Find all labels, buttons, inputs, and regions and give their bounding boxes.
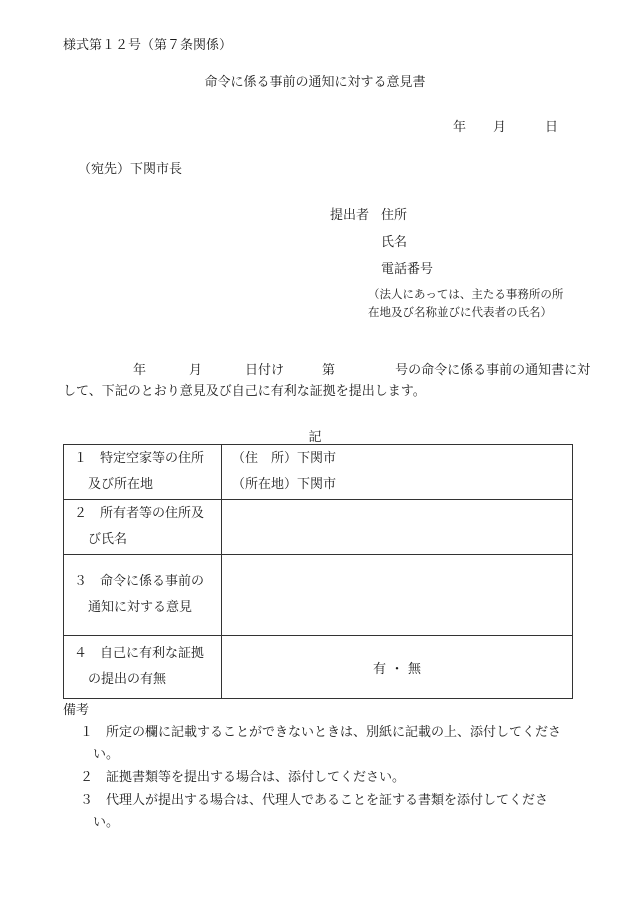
row1-value-line2: （所在地）下関市 (232, 477, 337, 492)
table-row (64, 636, 573, 699)
addressee: （宛先）下関市長 (78, 162, 183, 177)
date-year-label: 年 (453, 120, 467, 135)
document-title: 命令に係る事前の通知に対する意見書 (204, 75, 426, 90)
row1-label-line1: １ 特定空家等の住所 (74, 451, 205, 466)
date-line (453, 120, 558, 136)
table-value-cell[interactable] (222, 445, 573, 500)
remark-text: 所定の欄に記載することができないときは、別紙に記載の上、添付してください。 (93, 725, 562, 762)
date-day-label: 日 (545, 120, 559, 135)
table-label-cell (64, 500, 222, 555)
row3-label-line1: ３ 命令に係る事前の (74, 574, 205, 589)
choice-yes[interactable]: 有 (372, 661, 386, 677)
choice-separator: ・ (390, 661, 404, 677)
remark-item (63, 722, 573, 766)
remark-item (63, 767, 573, 789)
form-number: 様式第１２号（第７条関係） (63, 38, 233, 53)
body-line1-tail: 号の命令に係る事前の通知書に対 (395, 363, 591, 378)
row1-label-line2: 及び所在地 (88, 477, 154, 492)
body-dated: 日付け (245, 363, 285, 378)
choice-no[interactable]: 無 (408, 661, 422, 677)
table-row (64, 500, 573, 555)
body-month: 月 (189, 363, 203, 378)
remark-text: 代理人が提出する場合は、代理人であることを証する書類を添付してください。 (93, 793, 549, 830)
row3-label-line2: 通知に対する意見 (88, 600, 193, 615)
table-value-cell[interactable] (222, 500, 573, 555)
body-text-line2: して、下記のとおり意見及び自己に有利な証拠を提出します。 (63, 384, 426, 399)
remark-number: １ (80, 725, 94, 740)
table-row (64, 445, 573, 500)
submitter-name-label: 氏名 (381, 235, 408, 250)
table-label-cell (64, 636, 222, 699)
evidence-choice-cell[interactable] (222, 636, 573, 699)
table-label-cell (64, 445, 222, 500)
remark-item (63, 790, 573, 834)
remarks-heading: 備考 (63, 703, 90, 718)
table-value-cell[interactable] (222, 555, 573, 636)
submitter-phone-label: 電話番号 (381, 262, 434, 277)
row4-label-line1: ４ 自己に有利な証拠 (74, 646, 205, 661)
remark-number: ３ (80, 793, 94, 808)
table-label-cell (64, 555, 222, 636)
body-text-line1 (63, 363, 590, 379)
row4-label-line2: の提出の有無 (88, 672, 167, 687)
row1-value-line1: （住 所）下関市 (232, 451, 337, 466)
submitter-address-label: 住所 (381, 208, 408, 223)
record-table (63, 444, 573, 699)
date-month-label: 月 (493, 120, 507, 135)
remark-number: ２ (80, 770, 94, 785)
row2-label-line1: ２ 所有者等の住所及 (74, 506, 205, 521)
table-row (64, 555, 573, 636)
body-dai: 第 (322, 363, 336, 378)
ki-heading: 記 (308, 430, 322, 445)
row2-label-line2: び氏名 (88, 532, 128, 547)
submitter-label: 提出者 (330, 208, 370, 223)
remark-text: 証拠書類等を提出する場合は、添付してください。 (106, 770, 406, 785)
corporation-note: （法人にあっては、主たる事務所の所在地及び名称並びに代表者の氏名） (368, 287, 564, 320)
body-year: 年 (133, 363, 147, 378)
